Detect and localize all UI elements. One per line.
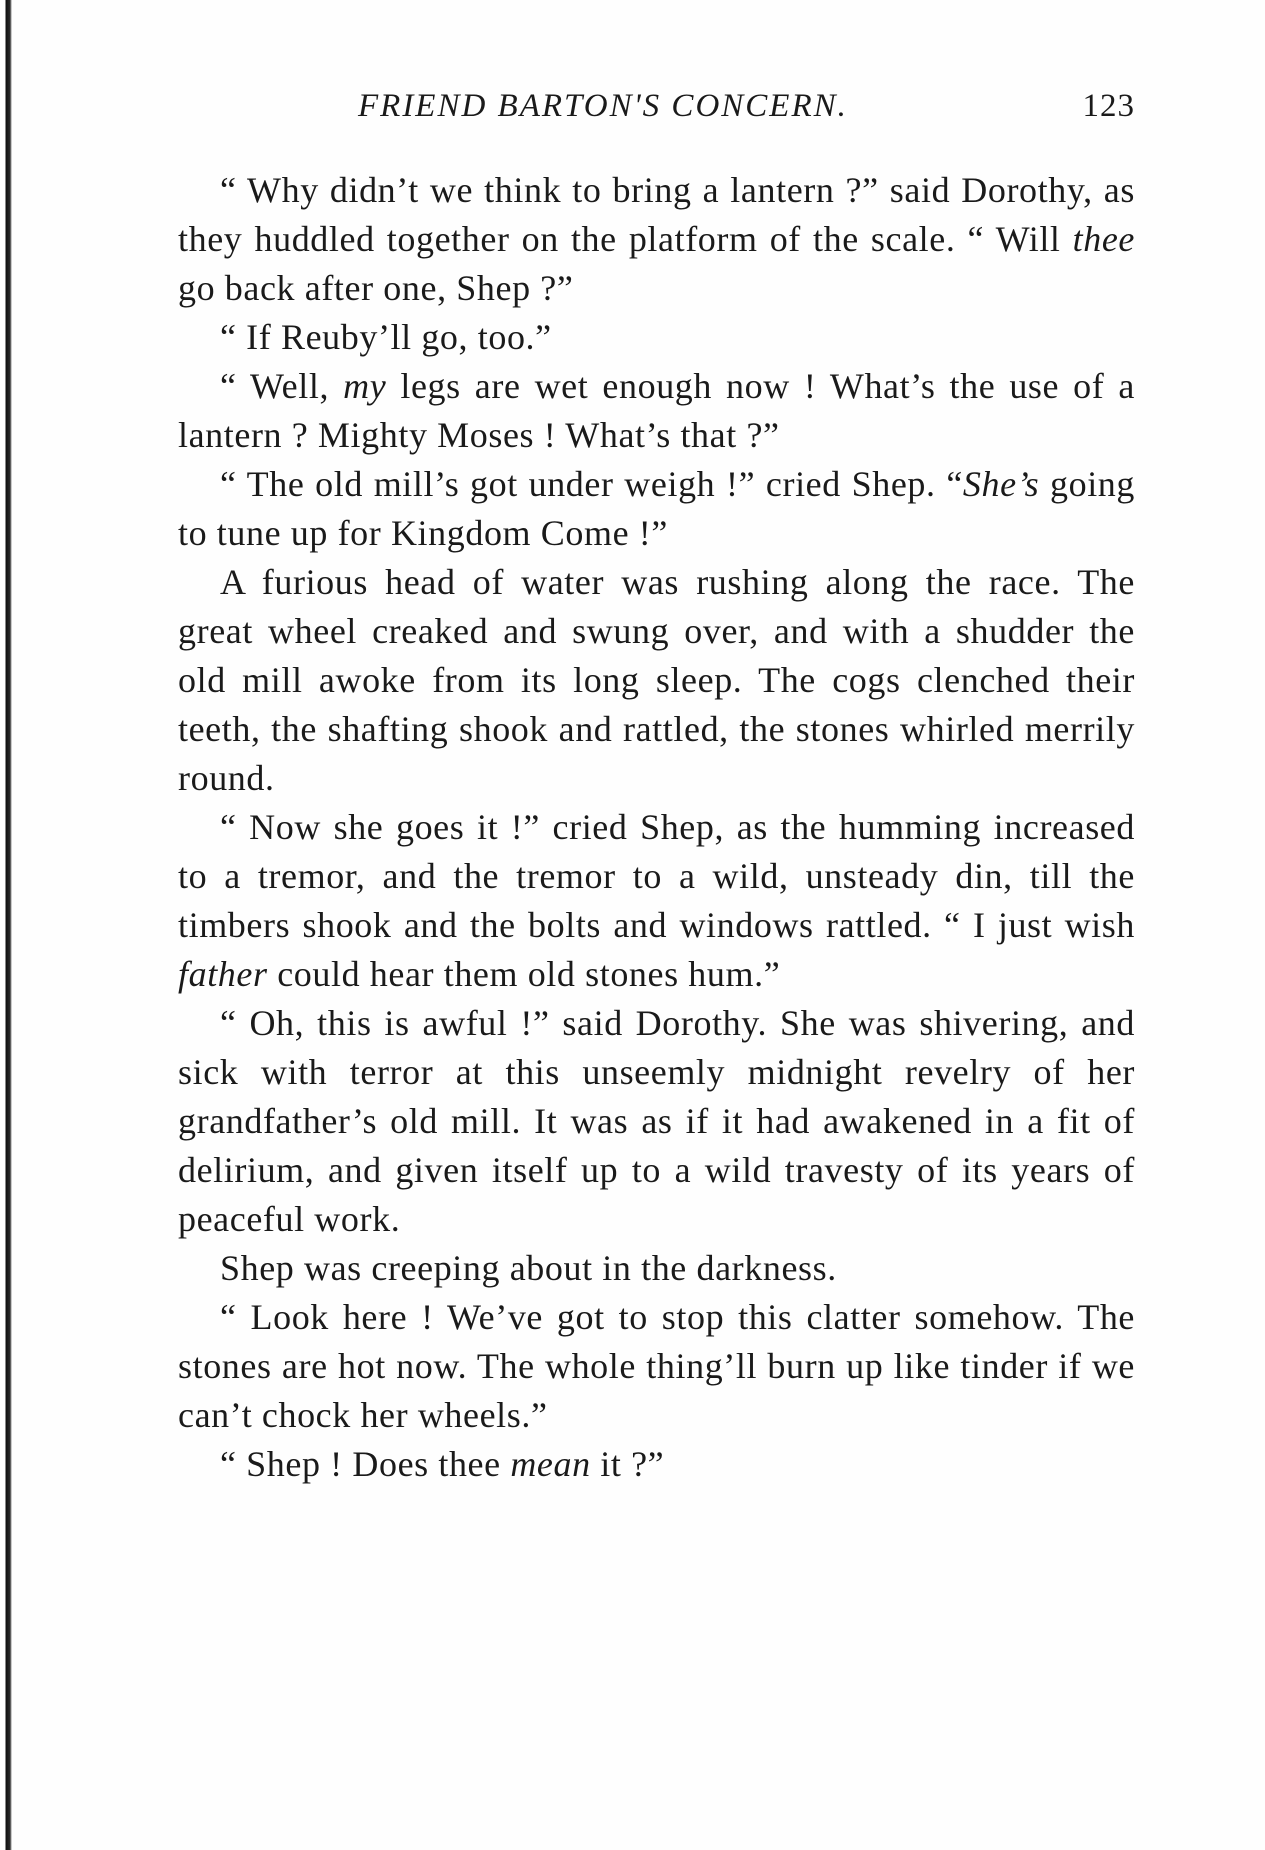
- text-run: it ?”: [590, 1444, 665, 1484]
- text-run: go back after one, Shep ?”: [178, 268, 574, 308]
- text-run: going to tune up for Kingdom Come !”: [178, 464, 1136, 553]
- text-run: “ The old mill’s got under weigh !” cried Shep. “: [220, 464, 963, 504]
- text-run: “ Now she goes it !” cried Shep, as the humming increased to a tremor, and the tremor to a wild, unsteady din, till the timbers shook and the bolts and windows rattled. “ I just wish: [178, 807, 1135, 945]
- paragraph: [178, 558, 1135, 803]
- paragraph: [178, 313, 1135, 362]
- text-run: “ If Reuby’ll go, too.”: [220, 317, 552, 357]
- paragraph: [178, 1244, 1135, 1293]
- paragraph: [178, 460, 1135, 558]
- italic-text: mean: [510, 1444, 591, 1484]
- italic-text: thee: [1072, 219, 1135, 259]
- text-run: “ Well,: [220, 366, 344, 406]
- italic-text: father: [178, 954, 268, 994]
- text-run: could hear them old stones hum.”: [267, 954, 781, 994]
- text-run: legs are wet enough now ! What’s the use of a lantern ? Mighty Moses ! What’s that ?”: [178, 366, 1135, 455]
- paragraph: [178, 999, 1135, 1244]
- page-header: [178, 88, 1135, 128]
- text-run: Shep was creeping about in the darkness.: [220, 1248, 837, 1288]
- paragraph: [178, 166, 1135, 313]
- text-run: “ Why didn’t we think to bring a lantern ?” said Dorothy, as they huddled together on the platform of the scale. “ Will: [178, 170, 1135, 259]
- text-run: “ Oh, this is awful !” said Dorothy. She was shivering, and sick with terror at this unseemly midnight revelry of her grandfather’s old mill. It was as if it had awakened in a fit of delirium, and given itself up to a wild travesty of its years of peaceful work.: [178, 1003, 1135, 1239]
- body-text: [178, 166, 1135, 1489]
- running-head: FRIEND BARTON'S CONCERN.: [358, 88, 848, 124]
- paragraph: [178, 362, 1135, 460]
- text-run: A furious head of water was rushing along the race. The great wheel creaked and swung over, and with a shudder the old mill awoke from its long sleep. The cogs clenched their teeth, the shafting shook and rattled, the stones whirled merrily round.: [178, 562, 1135, 798]
- paragraph: [178, 803, 1135, 999]
- paragraph: [178, 1440, 1135, 1489]
- text-run: “ Look here ! We’ve got to stop this clatter somehow. The stones are hot now. The whole thing’ll burn up like tinder if we can’t chock her wheels.”: [178, 1297, 1135, 1435]
- binding-edge: [0, 0, 14, 1850]
- paragraph: [178, 1293, 1135, 1440]
- text-run: “ Shep ! Does thee: [220, 1444, 511, 1484]
- italic-text: She’s: [962, 464, 1040, 504]
- italic-text: my: [343, 366, 387, 406]
- page-number: 123: [1082, 88, 1135, 124]
